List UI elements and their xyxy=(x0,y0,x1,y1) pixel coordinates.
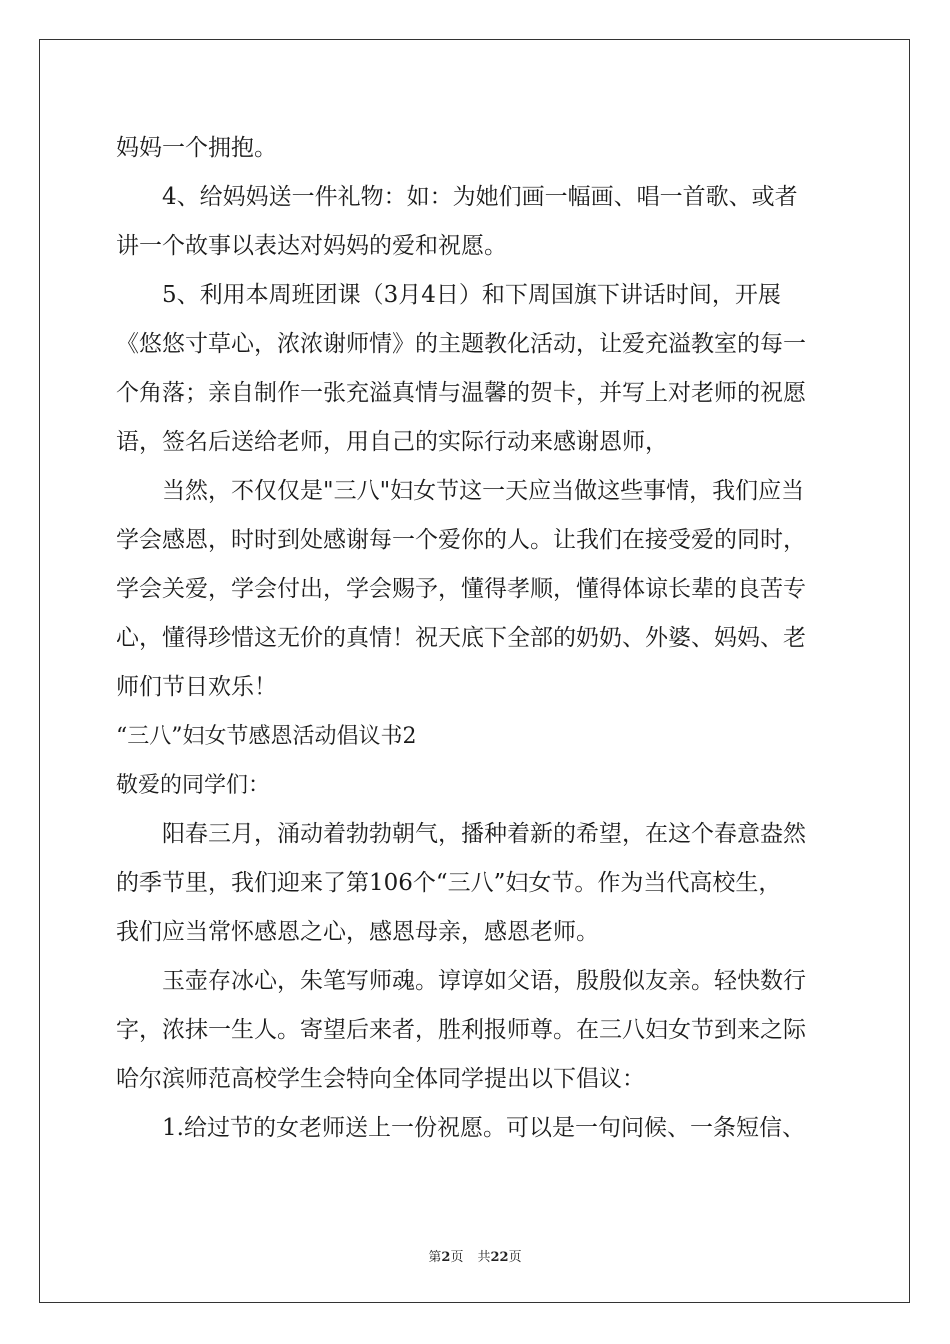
text-line: 语，签名后送给老师，用自己的实际行动来感谢恩师， xyxy=(116,429,668,455)
document-body xyxy=(116,124,836,1153)
text-line: 心，懂得珍惜这无价的真情！祝天底下全部的奶奶、外婆、妈妈、老 xyxy=(116,625,806,651)
text-line: 5、利用本周班团课（3月4日）和下周国旗下讲话时间，开展 xyxy=(116,282,781,308)
text-line: 《悠悠寸草心，浓浓谢师情》的主题教化活动，让爱充溢教室的每一 xyxy=(116,331,806,357)
text-line: 我们应当常怀感恩之心，感恩母亲，感恩老师。 xyxy=(116,919,599,945)
text-line: 的季节里，我们迎来了第106个“三八”妇女节。作为当代高校生， xyxy=(116,870,782,896)
footer-total-suffix: 页 xyxy=(508,1250,522,1265)
footer-page-number: 2 xyxy=(441,1250,451,1265)
text-line: 4、给妈妈送一件礼物：如：为她们画一幅画、唱一首歌、或者 xyxy=(116,184,798,210)
text-line: 学会关爱，学会付出，学会赐予，懂得孝顺，懂得体谅长辈的良苦专 xyxy=(116,576,806,602)
page-footer xyxy=(0,1246,950,1265)
footer-total-pages: 22 xyxy=(490,1250,509,1265)
text-line: 阳春三月，涌动着勃勃朝气，播种着新的希望，在这个春意盎然 xyxy=(116,821,806,847)
text-line: 字，浓抹一生人。寄望后来者，胜利报师尊。在三八妇女节到来之际 xyxy=(116,1017,806,1043)
text-line: 当然，不仅仅是"三八"妇女节这一天应当做这些事情，我们应当 xyxy=(116,478,805,504)
text-line: 哈尔滨师范高校学生会特向全体同学提出以下倡议： xyxy=(116,1066,645,1092)
text-line: 个角落；亲自制作一张充溢真情与温馨的贺卡，并写上对老师的祝愿 xyxy=(116,380,806,406)
text-line: 玉壶存冰心，朱笔写师魂。谆谆如父语，殷殷似友亲。轻快数行 xyxy=(116,968,806,994)
text-line: 1.给过节的女老师送上一份祝愿。可以是一句问候、一条短信、 xyxy=(116,1115,805,1141)
text-line: 学会感恩，时时到处感谢每一个爱你的人。让我们在接受爱的同时， xyxy=(116,527,806,553)
footer-page-prefix: 第 xyxy=(428,1250,442,1265)
text-line: 师们节日欢乐！ xyxy=(116,674,277,700)
footer-total-prefix: 共 xyxy=(477,1250,491,1265)
text-line: 妈妈一个拥抱。 xyxy=(116,135,277,161)
footer-page-suffix: 页 xyxy=(450,1250,464,1265)
section-heading: “三八”妇女节感恩活动倡议书2 xyxy=(116,724,417,749)
salutation: 敬爱的同学们： xyxy=(116,773,271,798)
text-line: 讲一个故事以表达对妈妈的爱和祝愿。 xyxy=(116,233,507,259)
